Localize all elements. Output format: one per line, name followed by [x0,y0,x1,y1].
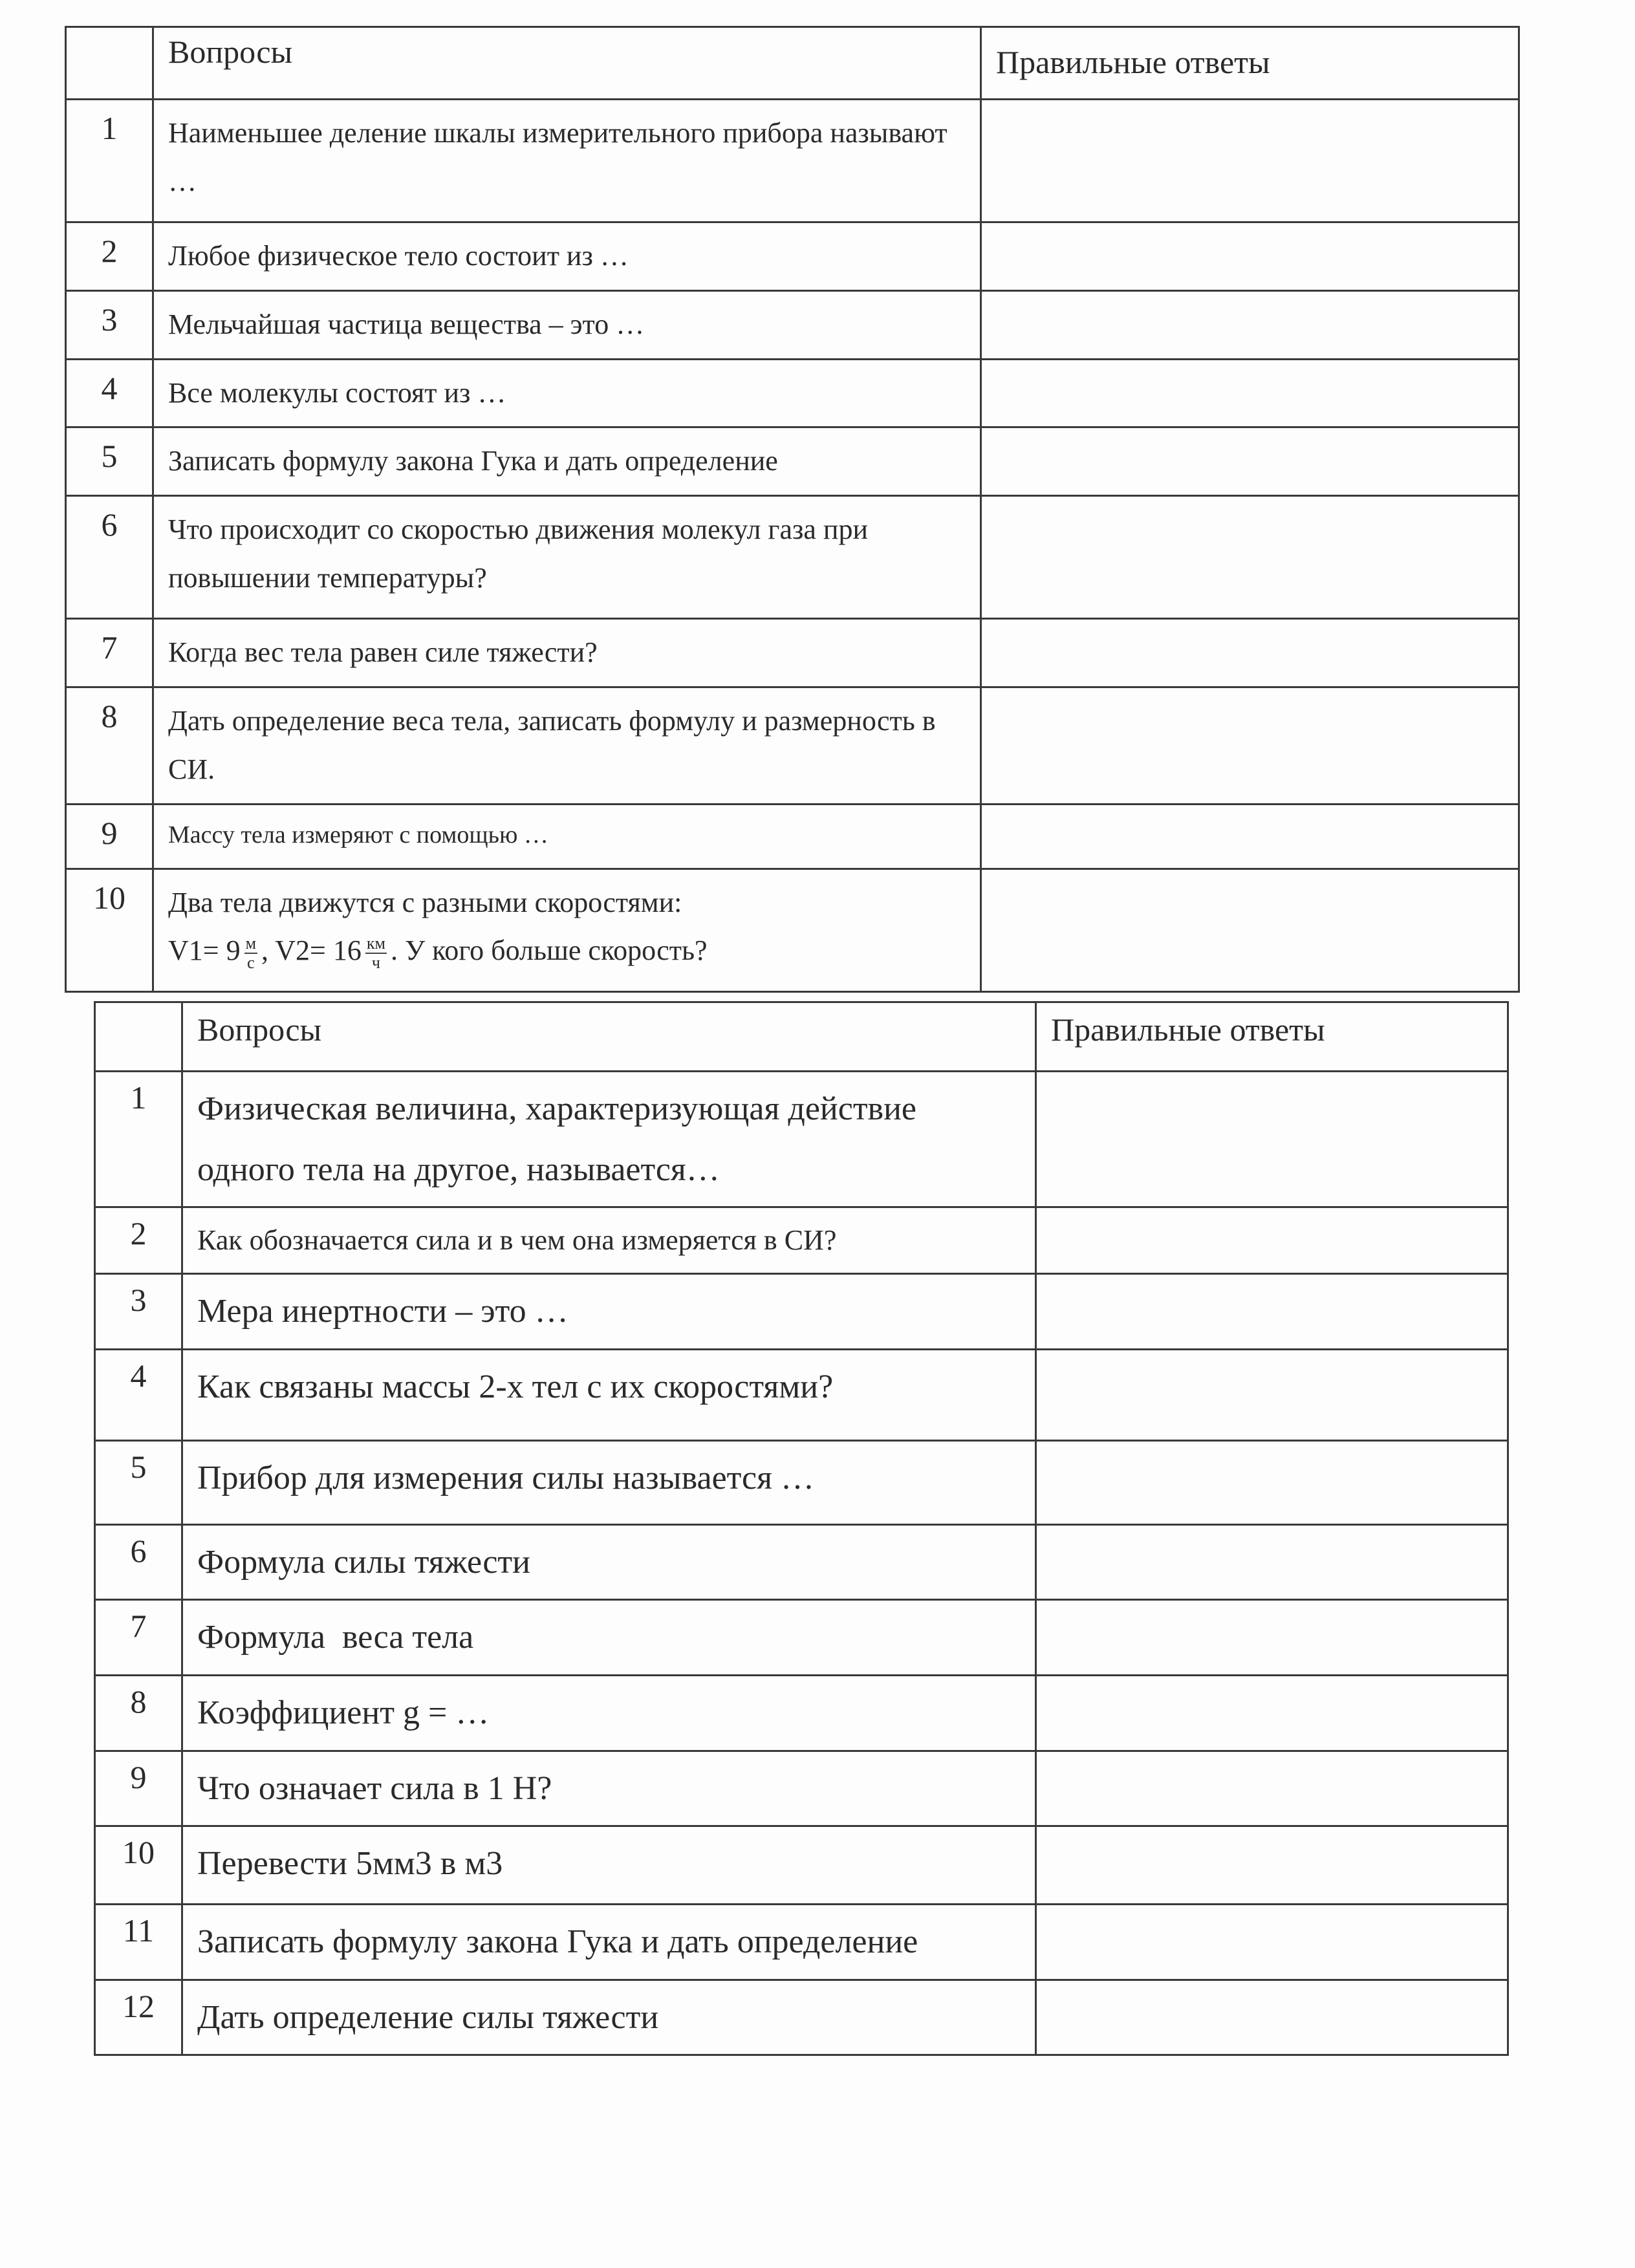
row-number: 5 [66,427,153,496]
row-number: 7 [95,1600,182,1676]
table-row [66,290,1519,359]
questions-table-1 [65,26,1520,993]
answer-cell[interactable] [981,619,1519,687]
table-row [95,1440,1508,1524]
row-number: 2 [66,222,153,291]
unit-denominator: ч [371,953,380,973]
question-line-2 [168,927,966,975]
answer-cell[interactable] [1036,1207,1508,1274]
row-number: 12 [95,1980,182,2055]
question-text: Массу тела измеряют с помощью … [153,804,981,869]
question-text: Формула веса тела [182,1600,1036,1676]
answer-cell[interactable] [1036,1980,1508,2055]
header-questions: Вопросы [153,27,981,100]
answer-cell[interactable] [981,496,1519,619]
unit-km-per-h [365,934,387,973]
answer-cell[interactable] [1036,1274,1508,1350]
answer-cell[interactable] [981,687,1519,804]
answer-cell[interactable] [1036,1600,1508,1676]
question-text: Мера инертности – это … [182,1274,1036,1350]
row-number: 1 [95,1072,182,1207]
answer-cell[interactable] [981,869,1519,991]
table-row [95,1524,1508,1600]
row-number: 6 [66,496,153,619]
row-number: 4 [66,359,153,427]
question-tail: . У кого больше скорость? [390,934,708,967]
unit-denominator: с [247,953,255,973]
question-text: Формула силы тяжести [182,1524,1036,1600]
table-row [66,359,1519,427]
answer-cell[interactable] [1036,1072,1508,1207]
table-header-row [66,27,1519,100]
row-number: 10 [95,1826,182,1905]
v2-text: , V2= 16 [261,934,362,967]
row-number: 9 [66,804,153,869]
row-number: 8 [95,1675,182,1751]
question-text: Что означает сила в 1 Н? [182,1751,1036,1826]
table-row [66,619,1519,687]
row-number: 9 [95,1751,182,1826]
table-row [95,1826,1508,1905]
question-text: Записать формулу закона Гука и дать определение [153,427,981,496]
row-number: 8 [66,687,153,804]
question-text: Дать определение силы тяжести [182,1980,1036,2055]
table-row [66,804,1519,869]
row-number: 11 [95,1905,182,1980]
header-answers: Правильные ответы [981,27,1519,100]
table-row [95,1675,1508,1751]
question-text: Когда вес тела равен силе тяжести? [153,619,981,687]
answer-cell[interactable] [981,427,1519,496]
table-row [66,427,1519,496]
row-number: 3 [66,290,153,359]
question-text: Любое физическое тело состоит из … [153,222,981,291]
row-number: 2 [95,1207,182,1274]
row-number: 3 [95,1274,182,1350]
answer-cell[interactable] [1036,1349,1508,1440]
answer-cell[interactable] [1036,1524,1508,1600]
answer-cell[interactable] [981,100,1519,222]
question-text: Перевести 5мм3 в м3 [182,1826,1036,1905]
row-number: 7 [66,619,153,687]
answer-cell[interactable] [1036,1905,1508,1980]
unit-numerator: м [244,934,257,955]
table-row [95,1751,1508,1826]
question-text: Наименьшее деление шкалы измерительного прибора называют … [153,100,981,222]
unit-numerator: км [365,934,387,955]
table-row [95,1600,1508,1676]
row-number: 4 [95,1349,182,1440]
header-number [95,1002,182,1072]
table-row [95,1207,1508,1274]
table-row [95,1980,1508,2055]
table-row [66,687,1519,804]
question-text: Что происходит со скоростью движения молекул газа при повышении температуры? [153,496,981,619]
question-text: Мельчайшая частица вещества – это … [153,290,981,359]
unit-m-per-s [244,934,257,973]
table-row [95,1072,1508,1207]
table-row [66,222,1519,291]
answer-cell[interactable] [981,290,1519,359]
question-text: Записать формулу закона Гука и дать определение [182,1905,1036,1980]
row-number: 1 [66,100,153,222]
question-text: Дать определение веса тела, записать формулу и размерность в СИ. [153,687,981,804]
header-number [66,27,153,100]
table-row [95,1349,1508,1440]
question-text: Коэффициент g = … [182,1675,1036,1751]
question-line-1: Два тела движутся с разными скоростями: [168,886,682,918]
question-text: Прибор для измерения силы называется … [182,1440,1036,1524]
table-row [95,1274,1508,1350]
table-row [66,496,1519,619]
question-text: Все молекулы состоят из … [153,359,981,427]
header-answers: Правильные ответы [1036,1002,1508,1072]
table-row [66,100,1519,222]
questions-table-2 [94,1001,1509,2056]
table-row [66,869,1519,991]
question-text: Физическая величина, характеризующая действие одного тела на другое, называется… [182,1072,1036,1207]
answer-cell[interactable] [981,804,1519,869]
answer-cell[interactable] [1036,1826,1508,1905]
answer-cell[interactable] [1036,1440,1508,1524]
header-questions: Вопросы [182,1002,1036,1072]
row-number: 6 [95,1524,182,1600]
table-header-row [95,1002,1508,1072]
question-text: Как обозначается сила и в чем она измеряется в СИ? [182,1207,1036,1274]
answer-cell[interactable] [981,222,1519,291]
v1-text: V1= 9 [168,934,241,967]
question-text [153,869,981,991]
question-text: Как связаны массы 2-х тел с их скоростями? [182,1349,1036,1440]
row-number: 10 [66,869,153,991]
row-number: 5 [95,1440,182,1524]
answer-cell[interactable] [1036,1751,1508,1826]
table-row [95,1905,1508,1980]
answer-cell[interactable] [981,359,1519,427]
answer-cell[interactable] [1036,1675,1508,1751]
